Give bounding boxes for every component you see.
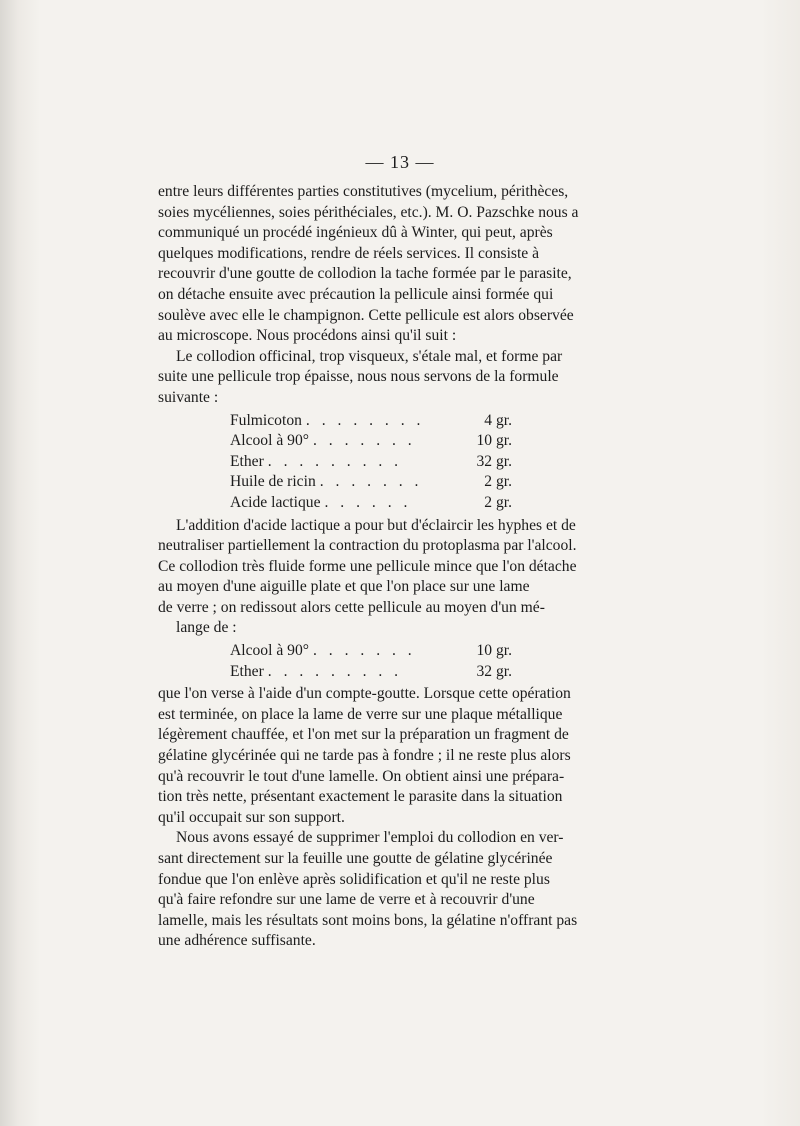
recipe-row: [230, 431, 512, 452]
ingredient-quantity: 32 gr.: [476, 662, 512, 680]
text-line: lange de :: [176, 619, 237, 637]
text-line: au microscope. Nous procédons ainsi qu'il suit :: [158, 327, 457, 345]
leader-dots: . . . . . . .: [313, 642, 416, 660]
recipe-list-2: [230, 641, 512, 682]
text-line: gélatine glycérinée qui ne tarde pas à fondre ; il ne reste plus alors: [158, 747, 571, 765]
text-line: au moyen d'une aiguille plate et que l'on place sur une lame: [158, 578, 530, 596]
ingredient-quantity: 10 gr.: [476, 642, 512, 660]
paragraph-3: [158, 516, 588, 640]
paragraph-1: [158, 182, 588, 347]
text-line: Ce collodion très fluide forme une pellicule mince que l'on détache: [158, 557, 577, 575]
text-line: qu'à recouvrir le tout d'une lamelle. On obtient ainsi une prépara-: [158, 767, 565, 785]
ingredient-name: Ether: [230, 662, 264, 680]
text-line: fondue que l'on enlève après solidification et qu'il ne reste plus: [158, 870, 550, 888]
text-line: de verre ; on redissout alors cette pellicule au moyen d'un mé-: [158, 598, 545, 616]
text-line: quelques modifications, rendre de réels services. Il consiste à: [158, 244, 540, 262]
text-line: soulève avec elle le champignon. Cette pellicule est alors observée: [158, 306, 574, 324]
recipe-row: [230, 472, 512, 493]
recipe-row: [230, 452, 512, 473]
text-line: lamelle, mais les résultats sont moins bons, la gélatine n'offrant pas: [158, 911, 578, 929]
text-line: légèrement chauffée, et l'on met sur la préparation un fragment de: [158, 726, 569, 744]
paragraph-4: [158, 684, 588, 828]
recipe-row: [230, 493, 512, 514]
body-text: [158, 182, 588, 952]
recipe-row: [230, 411, 512, 432]
ingredient-name: Fulmicoton: [230, 411, 302, 429]
text-line: sant directement sur la feuille une goutte de gélatine glycérinée: [158, 850, 553, 867]
ingredient-name: Alcool à 90°: [230, 642, 309, 660]
text-line: soies mycéliennes, soies périthéciales, etc.). M. O. Pazschke nous a: [158, 203, 579, 221]
paragraph-5: [158, 828, 588, 952]
recipe-row: [230, 641, 512, 662]
leader-dots: . . . . . .: [324, 493, 412, 511]
text-line: est terminée, on place la lame de verre sur une plaque métallique: [158, 705, 563, 723]
ingredient-quantity: 2 gr.: [484, 473, 512, 491]
paragraph-2: [158, 347, 588, 409]
text-line: communiqué un procédé ingénieux dû à Winter, qui peut, après: [158, 224, 553, 242]
leader-dots: . . . . . . .: [313, 432, 416, 450]
ingredient-name: Acide lactique: [230, 493, 321, 511]
recipe-list-1: [230, 411, 512, 514]
text-line: que l'on verse à l'aide d'un compte-goutte. Lorsque cette opération: [158, 685, 571, 703]
ingredient-name: Ether: [230, 452, 264, 470]
text-line: on détache ensuite avec précaution la pellicule ainsi formée qui: [158, 285, 554, 303]
recipe-row: [230, 662, 512, 683]
ingredient-name: Huile de ricin: [230, 473, 316, 491]
text-line: Nous avons essayé de supprimer l'emploi du collodion en ver-: [176, 829, 564, 847]
text-line: L'addition d'acide lactique a pour but d'éclaircir les hyphes et de: [176, 516, 576, 534]
leader-dots: . . . . . . .: [319, 473, 423, 491]
text-line: neutraliser partiellement la contraction du protoplasma par l'alcool.: [158, 537, 577, 555]
ingredient-quantity: 32 gr.: [476, 452, 512, 470]
leader-dots: . . . . . . . . .: [267, 662, 403, 680]
text-line: tion très nette, présentant exactement le parasite dans la situation: [158, 788, 563, 806]
leader-dots: . . . . . . . .: [305, 411, 425, 429]
ingredient-quantity: 10 gr.: [476, 432, 512, 450]
ingredient-quantity: 2 gr.: [484, 493, 512, 511]
text-line: recouvrir d'une goutte de collodion la tache formée par le parasite,: [158, 265, 572, 283]
text-line: entre leurs différentes parties constitutives (mycelium, périthèces,: [158, 183, 569, 200]
text-line: suite une pellicule trop épaisse, nous nous servons de la formule: [158, 368, 559, 386]
leader-dots: . . . . . . . . .: [267, 452, 403, 470]
text-line: une adhérence suffisante.: [158, 932, 316, 950]
text-line: Le collodion officinal, trop visqueux, s'étale mal, et forme par: [176, 347, 563, 365]
text-line: qu'à faire refondre sur une lame de verre et à recouvrir d'une: [158, 891, 535, 909]
text-line: qu'il occupait sur son support.: [158, 808, 345, 826]
ingredient-quantity: 4 gr.: [484, 411, 512, 429]
page-number: — 13 —: [365, 152, 435, 172]
text-line: suivante :: [158, 388, 219, 406]
ingredient-name: Alcool à 90°: [230, 432, 309, 450]
